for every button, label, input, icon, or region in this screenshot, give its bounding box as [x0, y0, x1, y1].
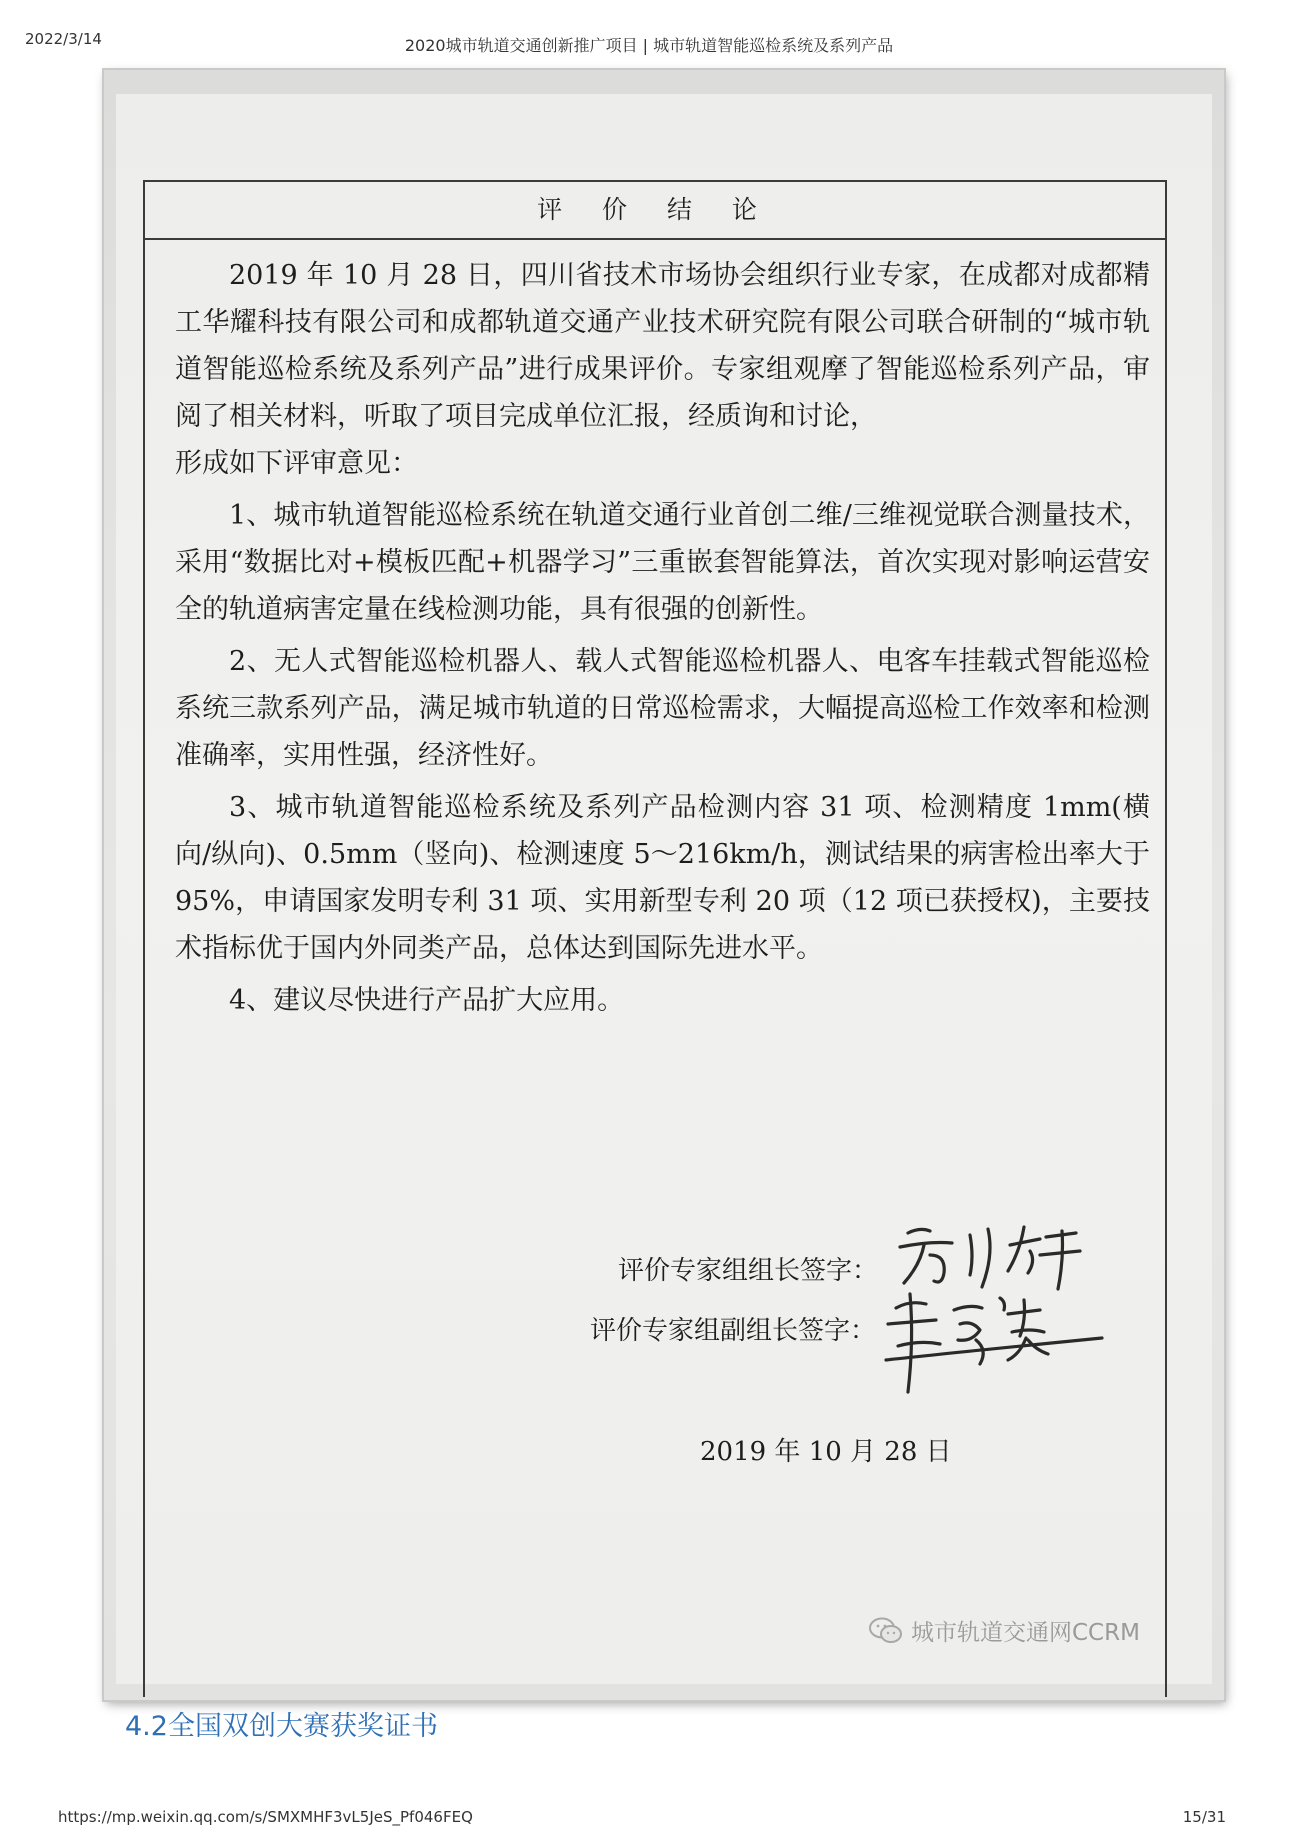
deputy-signature-label: 评价专家组副组长签字：: [590, 1316, 877, 1346]
wechat-icon: [869, 1617, 903, 1645]
sign-date: 2019 年 10 月 28 日: [700, 1437, 952, 1467]
evaluation-body: [175, 252, 1150, 1029]
paragraph-opinion-3: 3、城市轨道智能巡检系统及系列产品检测内容 31 项、检测精度 1mm(横向/纵向)、0.5mm（竖向)、检测速度 5～216km/h，测试结果的病害检出率大于 95%，申请国家发明专利 31 项、实用新型专利 20 项（12 项已获授权)，主要技术指标优于国内外同类产品，总体达到国际先进水平。: [175, 792, 1150, 964]
print-title: 2020城市轨道交通创新推广项目 | 城市轨道智能巡检系统及系列产品: [404, 36, 894, 55]
section-heading: 4.2全国双创大赛获奖证书: [125, 1711, 438, 1742]
footer-url[interactable]: https://mp.weixin.qq.com/s/SMXMHF3vL5JeS_Pf046FEQ: [58, 1808, 473, 1826]
print-date: 2022/3/14: [25, 30, 102, 48]
paragraph-intro: 2019 年 10 月 28 日，四川省技术市场协会组织行业专家，在成都对成都精工华耀科技有限公司和成都轨道交通产业技术研究院有限公司联合研制的“城市轨道智能巡检系统及系列产品”进行成果评价。专家组观摩了智能巡检系列产品，审阅了相关材料，听取了项目完成单位汇报，经质询和讨论，: [175, 260, 1150, 432]
watermark: [869, 1614, 1140, 1647]
page-number: 15/31: [1182, 1808, 1226, 1826]
paragraph-opinion-1: 1、城市轨道智能巡检系统在轨道交通行业首创二维/三维视觉联合测量技术，采用“数据比对+模板匹配+机器学习”三重嵌套智能算法，首次实现对影响运营安全的轨道病害定量在线检测功能，具有很强的创新性。: [175, 500, 1150, 625]
leader-signature-label: 评价专家组组长签字：: [618, 1256, 879, 1286]
paragraph-intro-end: 形成如下评审意见：: [175, 448, 418, 479]
paragraph-opinion-2: 2、无人式智能巡检机器人、载人式智能巡检机器人、电客车挂载式智能巡检系统三款系列产品，满足城市轨道的日常巡检需求，大幅提高巡检工作效率和检测准确率，实用性强，经济性好。: [175, 646, 1150, 771]
watermark-text: 城市轨道交通网CCRM: [911, 1620, 1140, 1646]
deputy-signature-icon: [880, 1280, 1110, 1400]
paragraph-opinion-4: 4、建议尽快进行产品扩大应用。: [229, 985, 625, 1016]
box-heading: 评 价 结 论: [145, 182, 1165, 240]
